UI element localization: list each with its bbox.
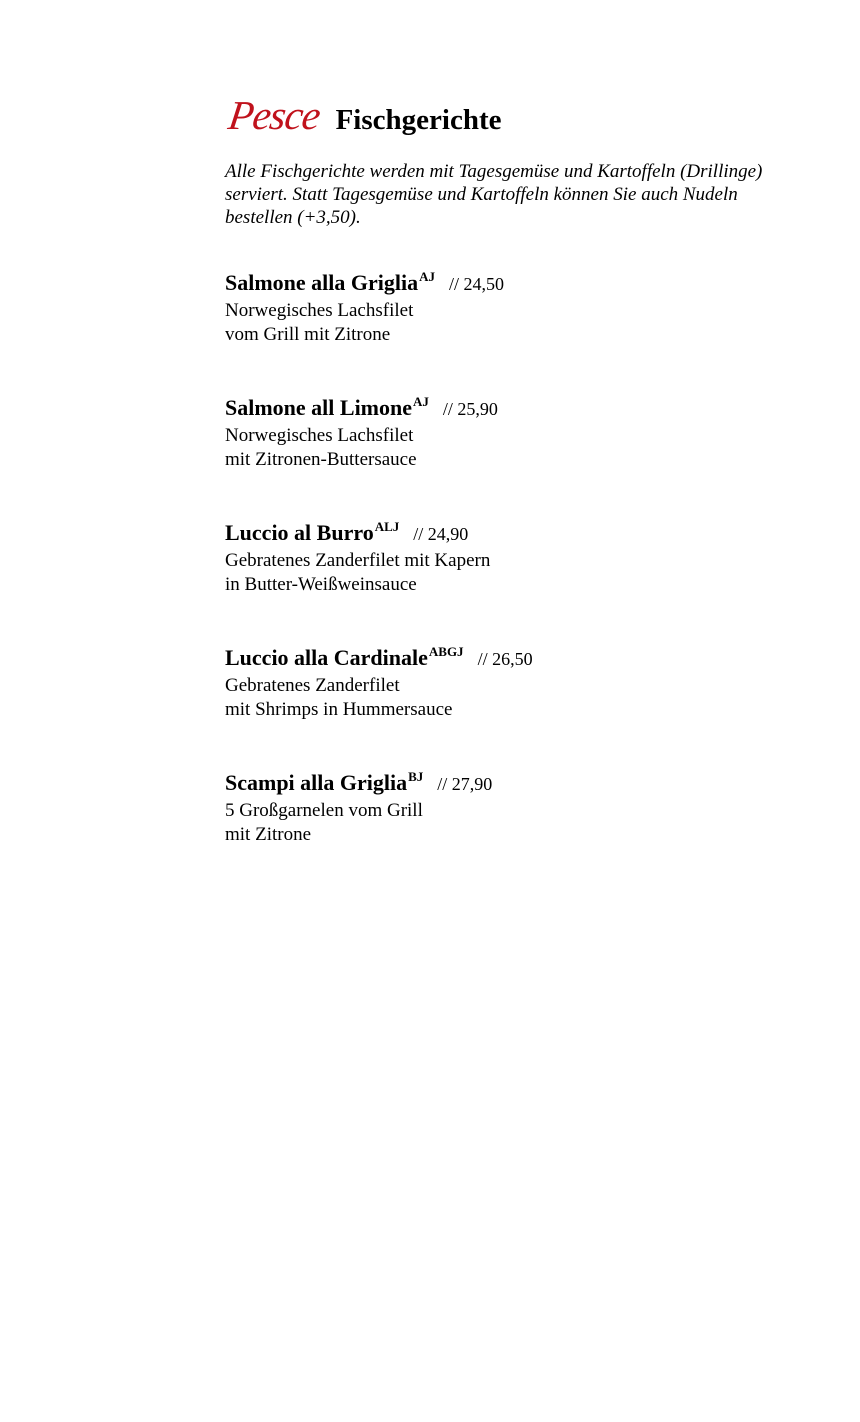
dish-price: // 27,90 <box>437 774 493 794</box>
dish-description-line: Norwegisches Lachsfilet <box>225 425 414 446</box>
dish-description-line: mit Zitronen-Buttersauce <box>225 448 417 470</box>
dish-description-line: vom Grill mit Zitrone <box>225 323 391 345</box>
dish-description-line: Gebratenes Zanderfilet mit Kapern <box>225 550 491 571</box>
dish-item <box>225 388 825 471</box>
dish-header <box>225 638 825 674</box>
dish-price: // 25,90 <box>442 399 498 419</box>
dish-item <box>225 263 825 346</box>
allergen-codes: ABGJ <box>428 644 464 659</box>
dish-price: // 24,90 <box>413 524 469 544</box>
dish-header <box>225 263 825 299</box>
dish-price: // 26,50 <box>477 649 533 669</box>
dish-name: Luccio alla Cardinale <box>225 645 428 670</box>
dish-name: Luccio al Burro <box>225 520 374 545</box>
dish-header <box>225 513 825 549</box>
dish-item <box>225 513 825 596</box>
dish-description-line: in Butter-Weißweinsauce <box>225 573 417 595</box>
dish-name: Salmone alla Griglia <box>225 270 419 295</box>
menu-page <box>225 92 825 846</box>
dish-header <box>225 763 825 799</box>
dish-item <box>225 638 825 721</box>
allergen-codes: AJ <box>413 394 429 409</box>
dish-description-line: 5 Großgarnelen vom Grill <box>225 800 423 821</box>
dish-description-line: mit Zitrone <box>225 823 312 845</box>
dish-name: Scampi alla Griglia <box>225 770 408 795</box>
intro-text: Alle Fischgerichte werden mit Tagesgemüse und Kartoffeln (Drillinge) serviert. Statt Tagesgemüse und Kartoffeln können Sie auch Nudeln bestellen (+3,50). <box>225 161 763 228</box>
allergen-codes: BJ <box>408 769 424 784</box>
dish-description-line: mit Shrimps in Hummersauce <box>225 698 453 720</box>
dish-description-line: Gebratenes Zanderfilet <box>225 675 400 696</box>
section-heading <box>225 92 825 138</box>
allergen-codes: ALJ <box>374 519 400 534</box>
dish-name: Salmone all Limone <box>225 395 413 420</box>
dish-price: // 24,50 <box>449 274 505 294</box>
allergen-codes: AJ <box>419 269 436 284</box>
dish-item <box>225 763 825 846</box>
dish-header <box>225 388 825 424</box>
script-word: Pesce <box>225 92 323 138</box>
section-title: Fischgerichte <box>335 104 502 136</box>
dish-description-line: Norwegisches Lachsfilet <box>225 300 414 321</box>
